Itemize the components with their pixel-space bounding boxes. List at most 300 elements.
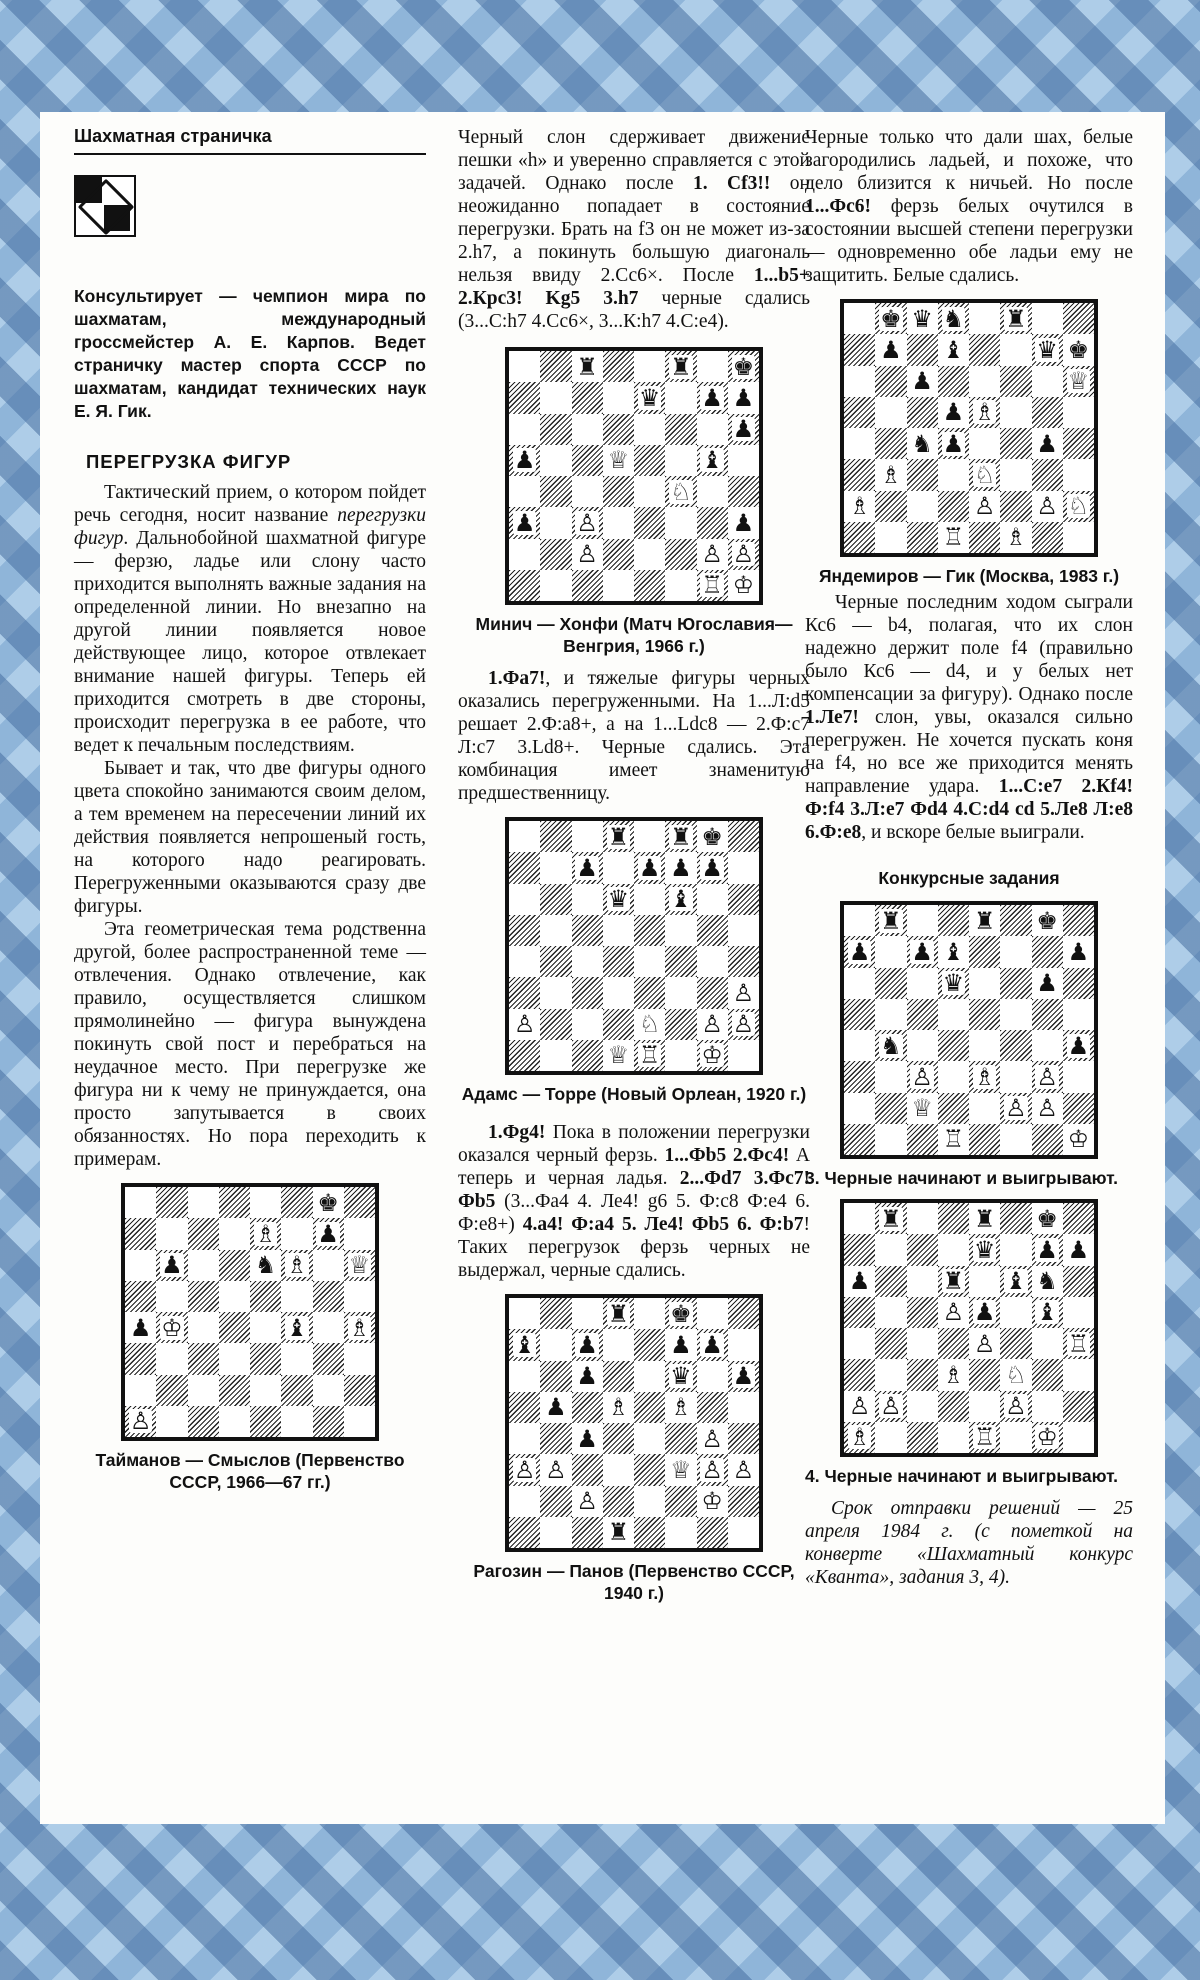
board-square <box>938 1297 969 1328</box>
board-square <box>665 476 696 507</box>
board-square <box>875 491 906 522</box>
board-square <box>875 522 906 553</box>
board-square <box>1032 366 1063 397</box>
game-caption-4: Рагозин — Панов (Первенство СССР, 1940 г.) <box>473 1561 795 1603</box>
board-square <box>1063 936 1094 967</box>
board-square <box>697 1392 728 1423</box>
board-square <box>281 1406 312 1437</box>
board-square <box>728 946 759 977</box>
contest-title: Конкурсные задания <box>878 868 1060 888</box>
board-square <box>634 821 665 852</box>
board-square <box>907 1124 938 1155</box>
board-square <box>572 476 603 507</box>
white-rook-icon: ♖ <box>1067 1329 1090 1358</box>
board-square <box>188 1343 219 1374</box>
board-square <box>1000 522 1031 553</box>
board-square <box>907 1266 938 1297</box>
game3-commentary: 1.Фg4! Пока в положении перегрузки оказался черный ферзь. 1...Фb5 2.Фс4! А теперь и черная ладья. 2...Фd7 3.Фс7! Фb5 (3...Фа4 4. Ле4! g6 5. Ф:с8 Ф:е4 6. Ф:е8+) 4.a4! Ф:а4 5. Ле4! Фb5 6. Ф:b7! Таких перегрузок ферзь черных не выдержал, черные сдались. <box>458 1122 811 1281</box>
magazine-page <box>40 112 1165 1824</box>
article-paragraph-1: Тактический прием, о котором пойдет речь сегодня, носит название перегрузки фигур. Дальнобойной шахматной фигуре — ферзю, ладье или слону часто приходится выполнять важные задания на определенной линии. Но внезапно на другой линии появляется новое действующее лицо, которое отвлекает внимание нашей фигуры. Теперь ей приходится смотреть в две стороны, происходит перегрузка в ее работе, что ведет к печальным последствиям. <box>74 482 426 756</box>
board-square <box>665 852 696 883</box>
board-square <box>938 1391 969 1422</box>
board-square <box>844 1266 875 1297</box>
black-pawn-icon: ♟ <box>732 383 755 412</box>
board-square <box>603 1423 634 1454</box>
board-square <box>1032 428 1063 459</box>
board-square <box>344 1406 375 1437</box>
board-square <box>844 303 875 334</box>
board-square <box>603 539 634 570</box>
board-square <box>634 1392 665 1423</box>
board-square <box>1063 366 1094 397</box>
board-square <box>540 1009 571 1040</box>
board-square <box>509 1040 540 1071</box>
board-square <box>1063 968 1094 999</box>
board-square <box>1063 1297 1094 1328</box>
board-square <box>1032 1391 1063 1422</box>
chess-board-2 <box>505 347 763 605</box>
board-square <box>665 1298 696 1329</box>
black-pawn-icon: ♟ <box>973 1298 996 1327</box>
board-square <box>697 1454 728 1485</box>
board-square <box>1032 522 1063 553</box>
board-square <box>634 476 665 507</box>
white-king-icon: ♔ <box>1067 1125 1090 1154</box>
board-square <box>969 491 1000 522</box>
board-square <box>344 1375 375 1406</box>
white-pawn-icon: ♙ <box>513 1455 536 1484</box>
board-square <box>156 1187 187 1218</box>
board-square <box>907 1328 938 1359</box>
board-square <box>603 507 634 538</box>
black-pawn-icon: ♟ <box>911 367 933 396</box>
task-4-caption: 4. Черные начинают и выигрывают. <box>805 1466 1118 1486</box>
black-rook-icon: ♜ <box>942 1267 965 1296</box>
white-queen-icon: ♕ <box>607 446 630 475</box>
board-square <box>697 1423 728 1454</box>
board-square <box>665 1040 696 1071</box>
board-square <box>281 1218 312 1249</box>
board-square <box>875 428 906 459</box>
board-square <box>572 382 603 413</box>
board-square <box>969 397 1000 428</box>
board-square <box>1063 1328 1094 1359</box>
board-square <box>1032 491 1063 522</box>
black-pawn-icon: ♟ <box>848 1267 871 1296</box>
board-square <box>665 1392 696 1423</box>
board-square <box>665 946 696 977</box>
board-square <box>844 334 875 365</box>
black-rook-icon: ♜ <box>607 1299 630 1328</box>
board-square <box>728 476 759 507</box>
board-square <box>125 1406 156 1437</box>
board-square <box>1000 1203 1031 1234</box>
board-square <box>665 1454 696 1485</box>
board-square <box>844 1061 875 1092</box>
board-square <box>1032 1297 1063 1328</box>
board-square <box>969 1422 1000 1453</box>
board-square <box>603 1298 634 1329</box>
white-pawn-icon: ♙ <box>576 540 598 569</box>
board-square <box>844 397 875 428</box>
board-square <box>603 414 634 445</box>
board-square <box>907 1203 938 1234</box>
board-square <box>250 1343 281 1374</box>
board-square <box>1000 1391 1031 1422</box>
board-square <box>665 1423 696 1454</box>
board-square <box>634 414 665 445</box>
white-king-icon: ♔ <box>1036 1423 1058 1452</box>
board-square <box>969 428 1000 459</box>
board-square <box>728 539 759 570</box>
board-square <box>907 428 938 459</box>
black-queen-icon: ♛ <box>1036 335 1058 364</box>
board-square <box>1032 397 1063 428</box>
board-square <box>540 445 571 476</box>
black-pawn-icon: ♟ <box>942 429 965 458</box>
board-square <box>634 884 665 915</box>
board-square <box>572 1040 603 1071</box>
board-square <box>969 1093 1000 1124</box>
board-square <box>572 1454 603 1485</box>
board-square <box>1063 1266 1094 1297</box>
board-square <box>540 539 571 570</box>
board-square <box>1063 491 1094 522</box>
board-square <box>969 936 1000 967</box>
board-square <box>509 1517 540 1548</box>
board-square <box>1063 1391 1094 1422</box>
white-rook-icon: ♖ <box>942 523 965 552</box>
board-square <box>634 1423 665 1454</box>
board-square <box>572 946 603 977</box>
board-square <box>969 968 1000 999</box>
board-square <box>281 1187 312 1218</box>
board-square <box>572 1298 603 1329</box>
black-pawn-icon: ♟ <box>576 853 598 882</box>
consultant-note: Консультирует — чемпион мира по шахматам, международный гроссмейстер А. Е. Карпов. Ведет страничку мастер спорта СССР по шахматам, кандидат технических наук Е. Я. Гик. <box>74 286 426 421</box>
board-square <box>603 915 634 946</box>
white-bishop-icon: ♗ <box>254 1219 277 1248</box>
board-square <box>728 915 759 946</box>
white-bishop-icon: ♗ <box>348 1313 371 1342</box>
board-square <box>844 1391 875 1422</box>
board-square <box>697 1298 728 1329</box>
board-square <box>728 382 759 413</box>
black-pawn-icon: ♟ <box>576 1330 598 1359</box>
board-square <box>665 570 696 601</box>
board-square <box>540 414 571 445</box>
board-square <box>509 1298 540 1329</box>
board-square <box>1000 303 1031 334</box>
board-square <box>603 570 634 601</box>
board-square <box>665 1009 696 1040</box>
board-square <box>540 884 571 915</box>
chess-logo-icon <box>74 175 136 237</box>
board-square <box>907 1061 938 1092</box>
board-square <box>540 1517 571 1548</box>
board-square <box>1032 1061 1063 1092</box>
board-square <box>844 459 875 490</box>
board-square <box>1063 1030 1094 1061</box>
board-square <box>509 351 540 382</box>
board-square <box>125 1312 156 1343</box>
board-square <box>665 1517 696 1548</box>
board-square <box>728 445 759 476</box>
board-square <box>509 1392 540 1423</box>
board-square <box>509 1486 540 1517</box>
board-square <box>1063 397 1094 428</box>
board-square <box>188 1281 219 1312</box>
board-square <box>938 1234 969 1265</box>
white-pawn-icon: ♙ <box>701 1424 723 1453</box>
white-pawn-icon: ♙ <box>973 1329 996 1358</box>
article-title: ПЕРЕГРУЗКА ФИГУР <box>86 451 292 472</box>
black-pawn-icon: ♟ <box>513 446 536 475</box>
board-square <box>1032 1234 1063 1265</box>
black-knight-icon: ♞ <box>911 429 933 458</box>
board-square <box>697 1009 728 1040</box>
board-square <box>634 507 665 538</box>
board-square <box>603 977 634 1008</box>
black-pawn-icon: ♟ <box>732 508 755 537</box>
black-bishop-icon: ♝ <box>513 1330 536 1359</box>
chess-board-1 <box>121 1183 379 1441</box>
task-3-caption: 3. Черные начинают и выигрывают. <box>805 1168 1118 1188</box>
board-square <box>907 459 938 490</box>
board-square <box>281 1312 312 1343</box>
white-queen-icon: ♕ <box>348 1251 371 1280</box>
black-rook-icon: ♜ <box>576 352 598 381</box>
board-square <box>156 1343 187 1374</box>
board-square <box>509 1423 540 1454</box>
black-rook-icon: ♜ <box>670 352 692 381</box>
board-square <box>603 476 634 507</box>
board-square <box>907 905 938 936</box>
board-square <box>156 1406 187 1437</box>
board-square <box>572 1329 603 1360</box>
white-pawn-icon: ♙ <box>732 1455 755 1484</box>
board-square <box>697 852 728 883</box>
board-square <box>219 1343 250 1374</box>
board-square <box>313 1406 344 1437</box>
black-pawn-icon: ♟ <box>576 1362 598 1391</box>
board-square <box>125 1218 156 1249</box>
board-square <box>125 1250 156 1281</box>
board-square <box>907 303 938 334</box>
board-square <box>540 476 571 507</box>
white-bishop-icon: ♗ <box>1005 523 1027 552</box>
board-square <box>1063 1234 1094 1265</box>
board-square <box>728 570 759 601</box>
white-pawn-icon: ♙ <box>973 492 996 521</box>
board-square <box>572 1423 603 1454</box>
board-square <box>603 382 634 413</box>
board-square <box>907 1422 938 1453</box>
board-square <box>665 915 696 946</box>
board-square <box>1032 936 1063 967</box>
white-queen-icon: ♕ <box>911 1094 933 1123</box>
black-pawn-icon: ♟ <box>670 853 692 882</box>
board-square <box>603 1361 634 1392</box>
board-square <box>603 884 634 915</box>
board-square <box>875 1234 906 1265</box>
board-square <box>969 1124 1000 1155</box>
white-pawn-icon: ♙ <box>1005 1094 1027 1123</box>
board-square <box>875 936 906 967</box>
white-pawn-icon: ♙ <box>545 1455 567 1484</box>
board-square <box>844 1030 875 1061</box>
board-square <box>875 1203 906 1234</box>
white-bishop-icon: ♗ <box>848 492 871 521</box>
board-square <box>728 977 759 1008</box>
black-pawn-icon: ♟ <box>670 1330 692 1359</box>
board-square <box>344 1218 375 1249</box>
board-square <box>1032 1030 1063 1061</box>
board-square <box>844 1234 875 1265</box>
board-square <box>188 1218 219 1249</box>
board-square <box>1032 1124 1063 1155</box>
board-square <box>844 905 875 936</box>
board-square <box>634 946 665 977</box>
board-square <box>938 936 969 967</box>
white-knight-icon: ♘ <box>670 477 692 506</box>
black-bishop-icon: ♝ <box>942 937 965 966</box>
black-pawn-icon: ♟ <box>732 1362 755 1391</box>
column-left <box>74 126 426 1503</box>
board-square <box>572 821 603 852</box>
board-square <box>665 884 696 915</box>
board-square <box>540 351 571 382</box>
board-square <box>634 1486 665 1517</box>
board-square <box>1063 459 1094 490</box>
board-square <box>969 303 1000 334</box>
board-square <box>969 366 1000 397</box>
board-square <box>509 821 540 852</box>
white-pawn-icon: ♙ <box>732 540 755 569</box>
white-knight-icon: ♘ <box>1067 492 1090 521</box>
board-square <box>188 1250 219 1281</box>
board-square <box>728 1392 759 1423</box>
board-square <box>1000 1234 1031 1265</box>
board-square <box>728 1361 759 1392</box>
board-square <box>875 968 906 999</box>
board-square <box>875 303 906 334</box>
board-square <box>907 491 938 522</box>
white-pawn-icon: ♙ <box>732 1010 755 1039</box>
board-square <box>540 1040 571 1071</box>
board-square <box>875 1093 906 1124</box>
board-square <box>156 1281 187 1312</box>
board-square <box>1032 1422 1063 1453</box>
board-square <box>1032 905 1063 936</box>
board-square <box>509 1454 540 1485</box>
board-square <box>665 1486 696 1517</box>
white-pawn-icon: ♙ <box>942 1298 965 1327</box>
board-square <box>540 382 571 413</box>
black-rook-icon: ♜ <box>880 1204 902 1233</box>
board-square <box>938 522 969 553</box>
board-square <box>603 1392 634 1423</box>
white-bishop-icon: ♗ <box>607 1393 630 1422</box>
black-rook-icon: ♜ <box>973 906 996 935</box>
board-square <box>250 1406 281 1437</box>
board-square <box>344 1281 375 1312</box>
board-square <box>969 905 1000 936</box>
board-square <box>665 1329 696 1360</box>
game-caption-5: Яндемиров — Гик (Москва, 1983 г.) <box>818 566 1120 586</box>
board-square <box>603 1486 634 1517</box>
black-queen-icon: ♛ <box>607 885 630 914</box>
board-square <box>665 445 696 476</box>
board-square <box>938 1061 969 1092</box>
board-square <box>844 1422 875 1453</box>
board-square <box>907 397 938 428</box>
board-square <box>219 1281 250 1312</box>
board-square <box>665 351 696 382</box>
board-square <box>603 1329 634 1360</box>
board-square <box>156 1218 187 1249</box>
white-rook-icon: ♖ <box>973 1423 996 1452</box>
board-square <box>844 428 875 459</box>
board-square <box>313 1281 344 1312</box>
board-square <box>572 1486 603 1517</box>
board-square <box>1000 459 1031 490</box>
board-square <box>969 1234 1000 1265</box>
board-square <box>634 977 665 1008</box>
board-square <box>938 459 969 490</box>
white-bishop-icon: ♗ <box>670 1393 692 1422</box>
board-square <box>219 1218 250 1249</box>
board-square <box>634 539 665 570</box>
board-square <box>634 382 665 413</box>
board-square <box>572 1361 603 1392</box>
board-square <box>125 1343 156 1374</box>
chess-board-4 <box>505 1294 763 1552</box>
white-knight-icon: ♘ <box>638 1010 661 1039</box>
board-square <box>509 476 540 507</box>
board-square <box>697 507 728 538</box>
board-square <box>728 884 759 915</box>
black-pawn-icon: ♟ <box>848 937 871 966</box>
board-square <box>665 977 696 1008</box>
board-square <box>603 946 634 977</box>
board-square <box>697 946 728 977</box>
board-square <box>509 1009 540 1040</box>
game-caption-1: Тайманов — Смыслов (Первенство СССР, 1966—67 гг.) <box>95 1450 405 1492</box>
game1-commentary: Черный слон сдерживает движение пешки «h» и уверенно справляется с этой задачей. Однако после 1. Cf3!! он неожиданно попадает в состояние перегрузки. Брать на f3 он не может из-за 2.h7, а покинуть большую диагональ нельзя ввиду 2.Сс6×. После 1...b5+ 2.Крс3! Kg5 3.h7 черные сдались (3...С:h7 4.Сс6×, 3...К:h7 4.С:е4). <box>458 127 810 332</box>
board-square <box>697 539 728 570</box>
board-square <box>540 977 571 1008</box>
black-rook-icon: ♜ <box>880 906 902 935</box>
board-square <box>844 1203 875 1234</box>
white-pawn-icon: ♙ <box>1005 1392 1027 1421</box>
board-square <box>907 1297 938 1328</box>
board-square <box>344 1187 375 1218</box>
chess-board-3 <box>505 817 763 1075</box>
board-square <box>844 999 875 1030</box>
board-square <box>907 999 938 1030</box>
board-square <box>313 1375 344 1406</box>
black-rook-icon: ♜ <box>973 1204 996 1233</box>
board-square <box>313 1250 344 1281</box>
board-square <box>728 821 759 852</box>
black-queen-icon: ♛ <box>670 1362 692 1391</box>
board-square <box>697 821 728 852</box>
board-square <box>697 915 728 946</box>
board-square <box>907 1359 938 1390</box>
game4-commentary: Черные только что дали шах, белые загородились ладьей, и похоже, что дело близится к ничьей. Но после 1...Фс6! ферзь белых очутился в состоянии высшей степени перегрузки — одновременно обе ладьи ему не защитить. Белые сдались. <box>805 127 1133 286</box>
board-square <box>125 1281 156 1312</box>
